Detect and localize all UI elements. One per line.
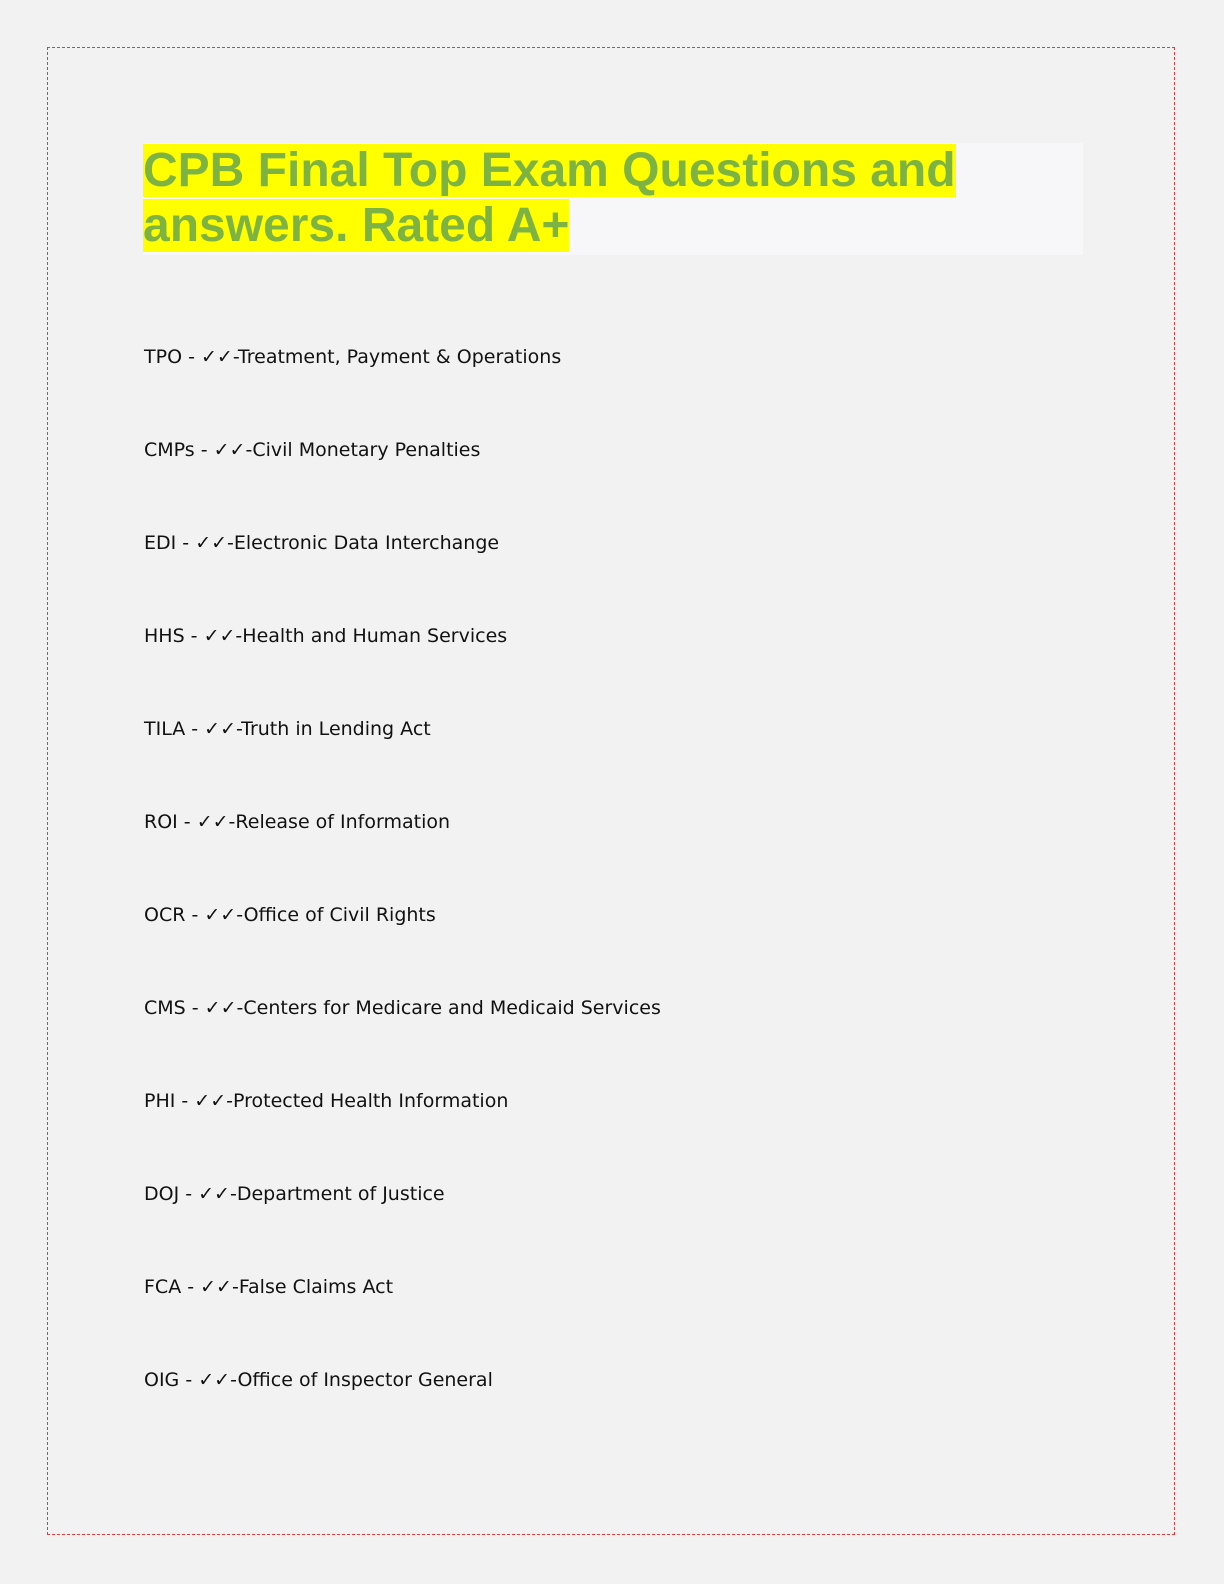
list-item	[144, 717, 661, 810]
entry-separator: -	[179, 1369, 199, 1391]
double-check-icon: ✓✓	[204, 718, 237, 740]
entry-separator: -	[185, 904, 205, 926]
document-title	[143, 143, 1083, 253]
double-check-icon: ✓✓	[200, 1276, 232, 1298]
double-check-icon: ✓✓	[198, 1369, 231, 1391]
entry-term: OCR	[144, 904, 186, 926]
title-block	[143, 143, 1083, 255]
entry-definition: -Office of Inspector General	[230, 1369, 493, 1391]
entry-separator: -	[185, 997, 205, 1019]
entry-separator: -	[181, 1276, 201, 1298]
list-item	[144, 345, 661, 438]
entry-definition: -Release of Information	[228, 811, 451, 833]
entry-term: PHI	[144, 1090, 176, 1112]
list-item	[144, 810, 661, 903]
double-check-icon: ✓✓	[203, 625, 236, 647]
entry-separator: -	[194, 439, 214, 461]
double-check-icon: ✓✓	[198, 1183, 230, 1205]
entry-term: FCA	[144, 1276, 182, 1298]
entry-separator: -	[175, 1090, 195, 1112]
entry-definition: -Office of Civil Rights	[236, 904, 436, 926]
entry-term: HHS	[144, 625, 185, 647]
double-check-icon: ✓✓	[195, 532, 228, 554]
list-item	[144, 438, 661, 531]
entry-definition: -Electronic Data Interchange	[227, 532, 500, 554]
double-check-icon: ✓✓	[204, 904, 237, 926]
entry-definition: -Truth in Lending Act	[236, 718, 431, 740]
list-item	[144, 531, 661, 624]
list-item	[144, 1182, 661, 1275]
list-item	[144, 1275, 661, 1368]
entry-separator: -	[184, 625, 204, 647]
entry-term: EDI	[144, 532, 177, 554]
entry-term: CMPs	[144, 439, 195, 461]
list-item	[144, 996, 661, 1089]
entry-term: ROI	[144, 811, 178, 833]
list-item	[144, 624, 661, 717]
term-list	[144, 345, 661, 1461]
entry-term: TILA	[144, 718, 186, 740]
double-check-icon: ✓✓	[196, 811, 229, 833]
entry-separator: -	[185, 718, 205, 740]
list-item	[144, 1089, 661, 1182]
double-check-icon: ✓✓	[204, 997, 237, 1019]
entry-definition: -Health and Human Services	[235, 625, 508, 647]
double-check-icon: ✓✓	[194, 1090, 227, 1112]
list-item	[144, 903, 661, 996]
entry-separator: -	[182, 346, 201, 368]
entry-separator: -	[176, 532, 196, 554]
entry-term: DOJ	[144, 1183, 180, 1205]
entry-definition: -Civil Monetary Penalties	[245, 439, 481, 461]
entry-term: CMS	[144, 997, 186, 1019]
list-item	[144, 1368, 661, 1461]
entry-separator: -	[179, 1183, 199, 1205]
entry-separator: -	[177, 811, 197, 833]
title-highlight: CPB Final Top Exam Questions and answers. Rated A+	[143, 144, 956, 252]
entry-definition: -Treatment, Payment & Operations	[232, 346, 562, 368]
double-check-icon: ✓✓	[213, 439, 246, 461]
entry-definition: -Centers for Medicare and Medicaid Services	[236, 997, 661, 1019]
double-check-icon: ✓✓	[200, 346, 233, 368]
entry-definition: -False Claims Act	[231, 1276, 394, 1298]
entry-definition: -Department of Justice	[229, 1183, 445, 1205]
entry-term: OIG	[144, 1369, 180, 1391]
entry-term: TPO	[144, 346, 183, 368]
entry-definition: -Protected Health Information	[226, 1090, 509, 1112]
